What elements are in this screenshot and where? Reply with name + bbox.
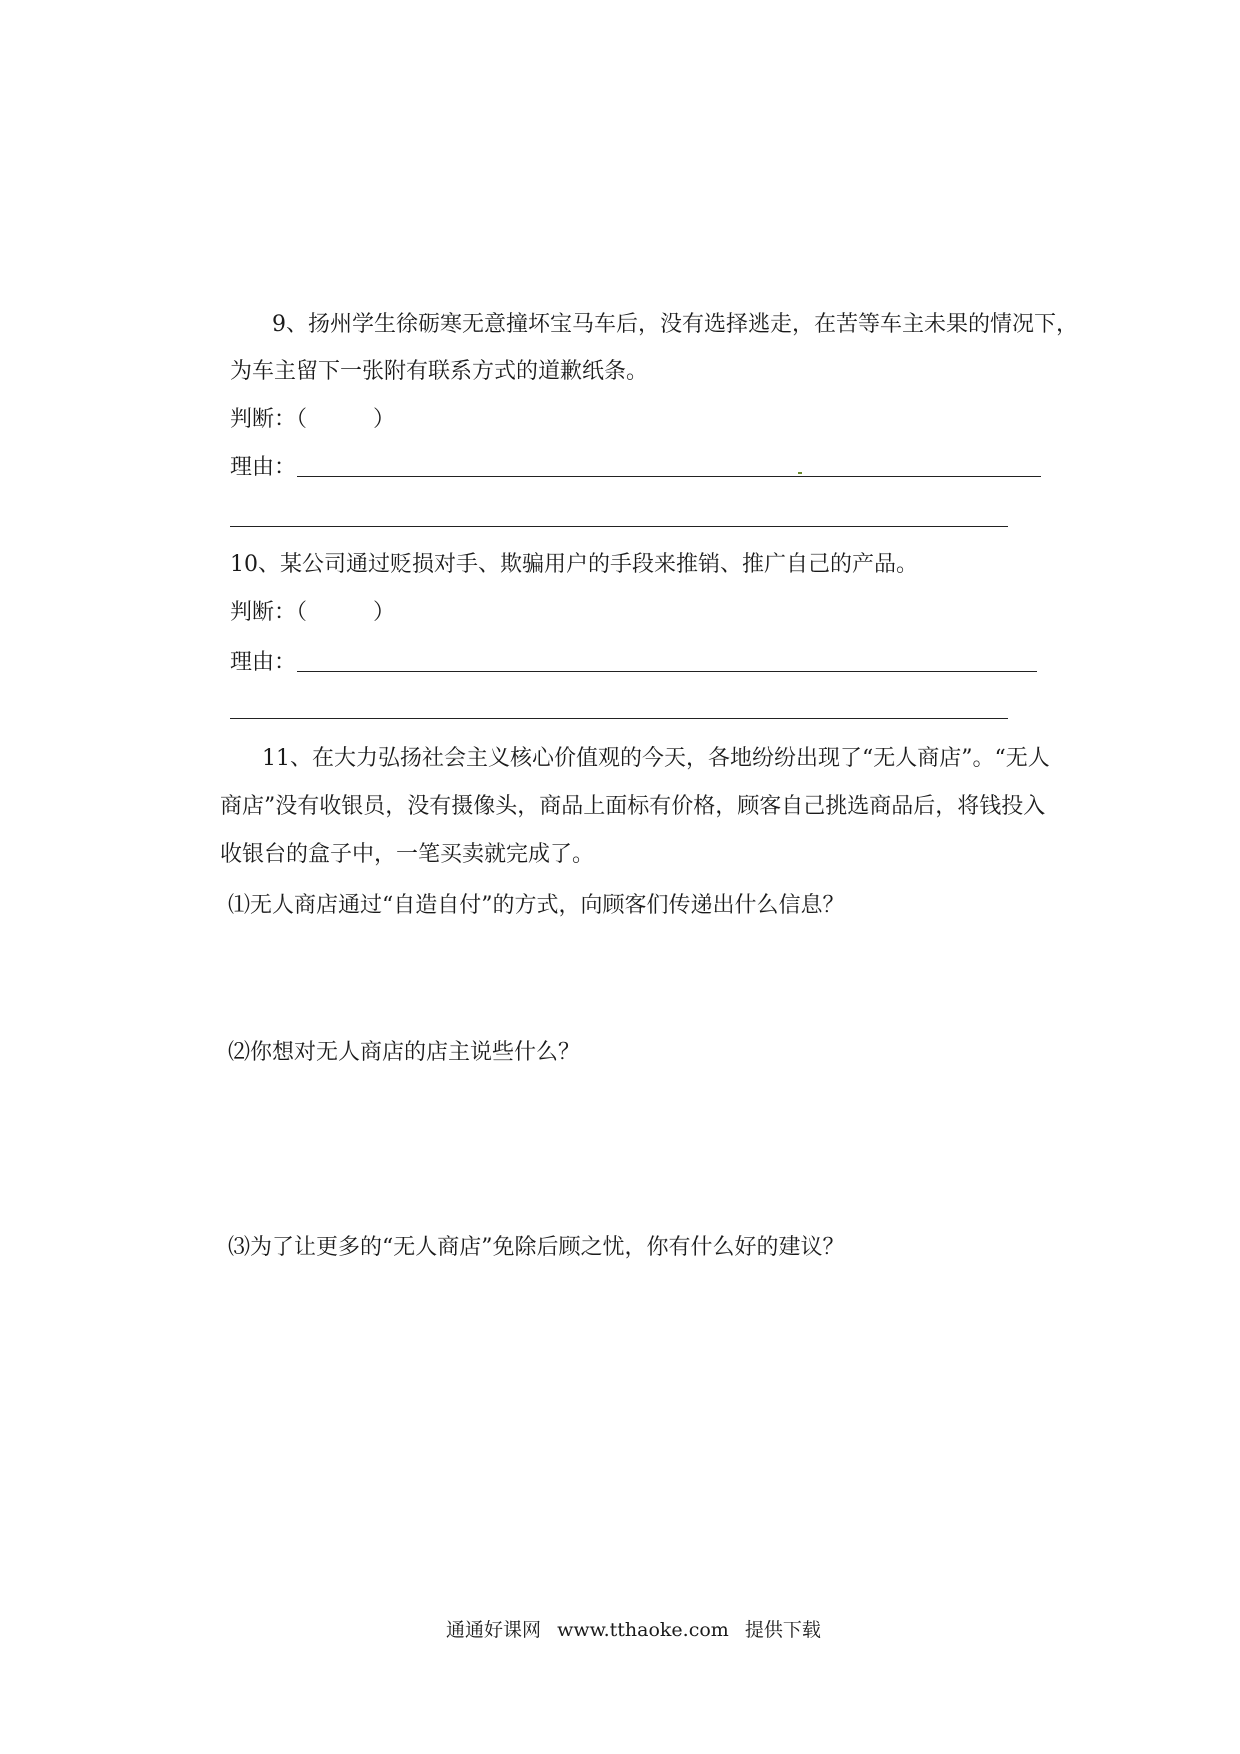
q9-reason-answer-line-1[interactable] [297, 476, 1041, 477]
q10-reason-answer-line-2[interactable] [230, 718, 1008, 719]
q9-reason-label: 理由： [230, 455, 297, 480]
q10-reason-label: 理由： [230, 650, 297, 675]
q10-judge-label: 判断：（ ） [230, 600, 396, 625]
q9-text-line-2: 为车主留下一张附有联系方式的道歉纸条。 [230, 359, 649, 384]
q11-text-line-1: 11、在大力弘扬社会主义核心价值观的今天，各地纷纷出现了“无人商店”。“无人 [262, 746, 1050, 771]
scan-artifact-mark [798, 472, 802, 474]
q11-text-line-2: 商店”没有收银员，没有摄像头，商品上面标有价格，顾客自己挑选商品后，将钱投入 [220, 794, 1046, 819]
q11-text-line-3: 收银台的盒子中，一笔买卖就完成了。 [220, 842, 595, 867]
q10-reason-answer-line-1[interactable] [297, 671, 1037, 672]
q11-subquestion-1: ⑴无人商店通过“自造自付”的方式，向顾客们传递出什么信息？ [228, 893, 845, 918]
q10-text-line-1: 10、某公司通过贬损对手、欺骗用户的手段来推销、推广自己的产品。 [230, 552, 918, 577]
footer-url[interactable]: www.tthaoke.com [557, 1619, 729, 1641]
q9-reason-answer-line-2[interactable] [230, 526, 1008, 527]
footer-suffix: 提供下载 [744, 1619, 821, 1641]
footer-site-name: 通通好课网 [446, 1619, 542, 1641]
page-footer [446, 1617, 831, 1643]
q9-judge-label: 判断：（ ） [230, 407, 396, 432]
q9-text-line-1: 9、扬州学生徐砺寒无意撞坏宝马车后，没有选择逃走，在苦等车主未果的情况下， [272, 312, 1078, 337]
q11-subquestion-3: ⑶为了让更多的“无人商店”免除后顾之忧，你有什么好的建议？ [228, 1235, 845, 1260]
q11-subquestion-2: ⑵你想对无人商店的店主说些什么？ [228, 1040, 581, 1065]
